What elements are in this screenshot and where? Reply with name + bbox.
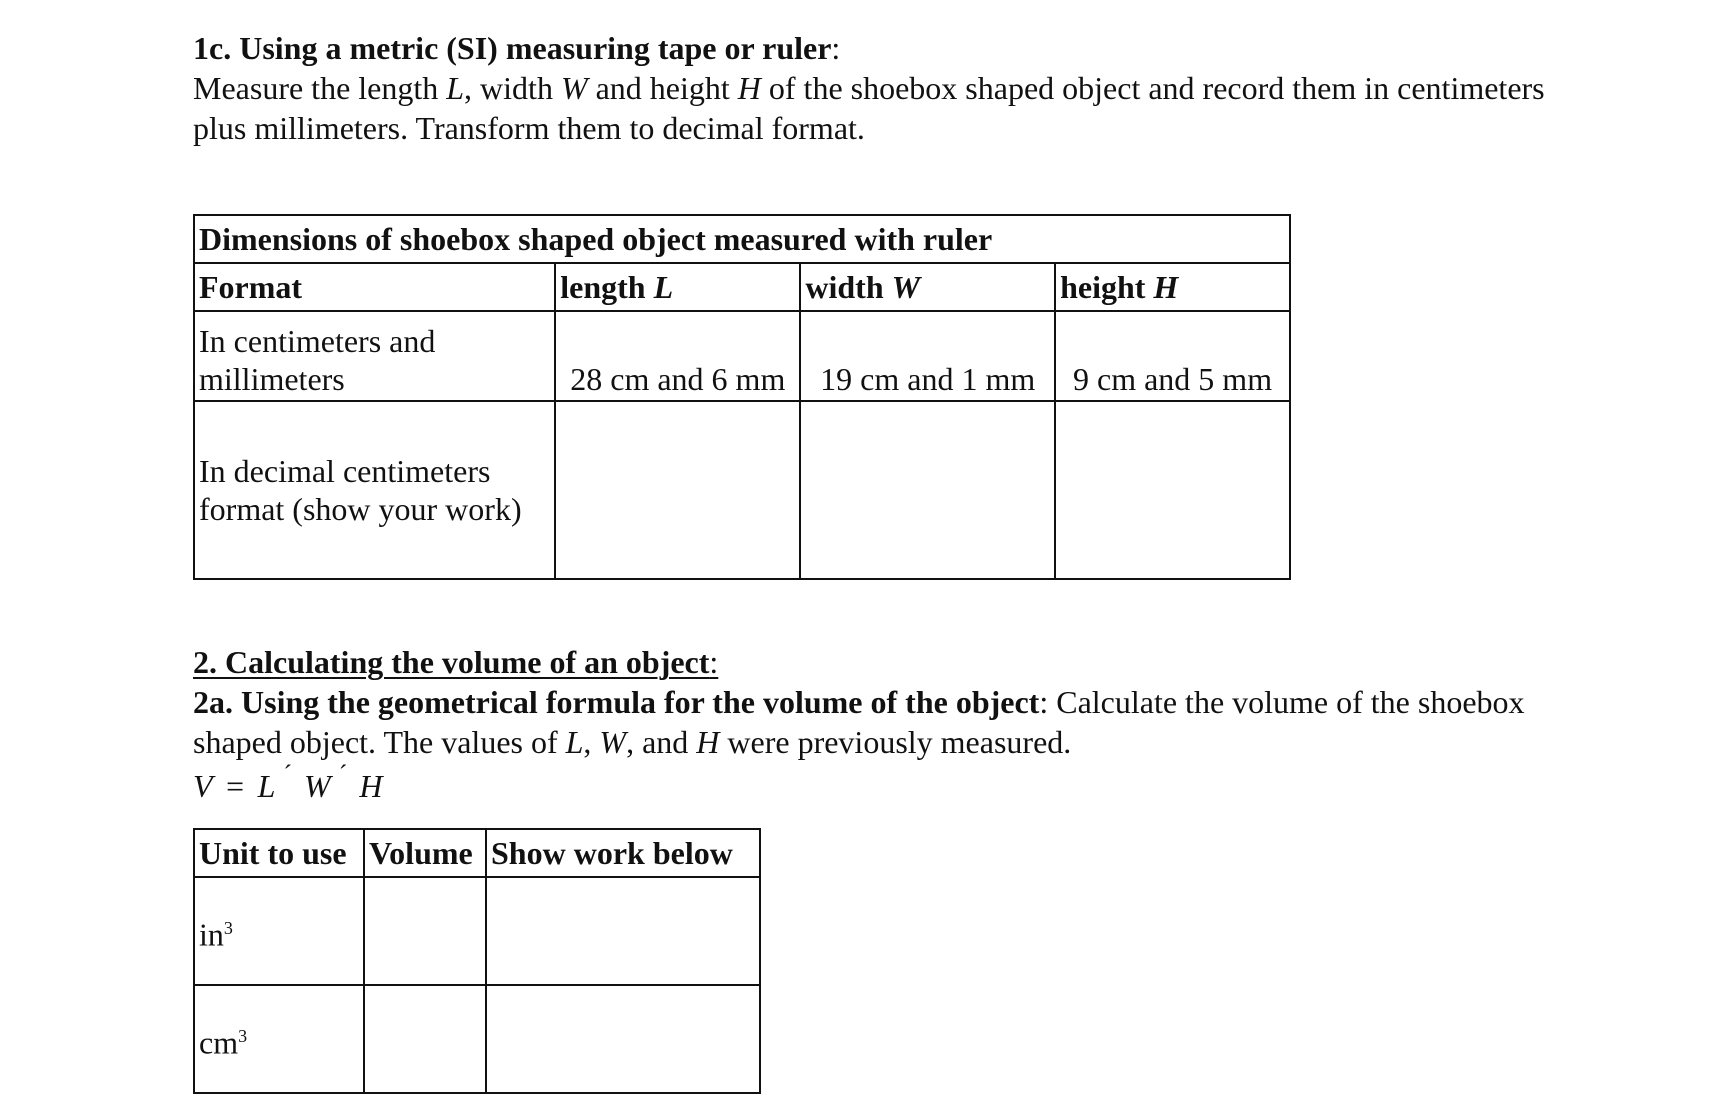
row-cm-mm-label: In centimeters and millimeters bbox=[194, 311, 555, 401]
unit-cm-label: cm bbox=[199, 1024, 239, 1061]
unit-exponent: 3 bbox=[238, 1025, 248, 1046]
section-2-title: 2. Calculating the volume of an object bbox=[193, 644, 710, 680]
section-1c-instructions bbox=[193, 68, 1593, 148]
volume-cm-cell[interactable] bbox=[364, 985, 486, 1093]
volume-formula bbox=[193, 760, 1593, 809]
header-width-word: width bbox=[805, 269, 892, 305]
dimensions-table bbox=[193, 214, 1291, 580]
formula-separator: ´ bbox=[338, 760, 350, 789]
section-2-colon: : bbox=[709, 644, 719, 680]
width-decimal-cell[interactable] bbox=[800, 401, 1055, 579]
formula-lhs: V = L bbox=[193, 768, 278, 804]
instruction-text: of the shoebox shaped object and record them in centimeters plus millimeters. Transform them to decimal format. bbox=[193, 70, 1545, 146]
section-2a-instruction: were previously measured. bbox=[719, 724, 1072, 760]
var-l: L bbox=[446, 70, 465, 106]
header-volume: Volume bbox=[364, 829, 486, 877]
section-1c-heading bbox=[193, 28, 1593, 68]
header-width-var: W bbox=[891, 269, 921, 305]
section-1c-number: 1c. bbox=[193, 30, 232, 66]
instruction-text: Measure the length bbox=[193, 70, 447, 106]
volume-row-cm bbox=[194, 985, 760, 1093]
row-decimal bbox=[194, 401, 1290, 579]
section-1c-colon: : bbox=[831, 30, 841, 66]
volume-header-row bbox=[194, 829, 760, 877]
header-width bbox=[800, 263, 1055, 311]
unit-exponent: 3 bbox=[223, 917, 233, 938]
formula-w: W bbox=[304, 768, 333, 804]
worksheet-page bbox=[193, 28, 1593, 1061]
unit-in-label: in bbox=[199, 916, 224, 953]
unit-in-cell bbox=[194, 877, 364, 985]
row-decimal-label: In decimal centimeters format (show your work) bbox=[194, 401, 555, 579]
length-decimal-cell[interactable] bbox=[555, 401, 800, 579]
volume-table bbox=[193, 828, 761, 1094]
header-length-var: L bbox=[653, 269, 674, 305]
var-w: W bbox=[560, 70, 588, 106]
formula-h: H bbox=[359, 768, 385, 804]
height-cm-mm-cell: 9 cm and 5 mm bbox=[1055, 311, 1290, 401]
height-decimal-cell[interactable] bbox=[1055, 401, 1290, 579]
work-cm-cell[interactable] bbox=[486, 985, 760, 1093]
section-1c-title: Using a metric (SI) measuring tape or ruler bbox=[239, 30, 832, 66]
work-in-cell[interactable] bbox=[486, 877, 760, 985]
dimensions-header-row bbox=[194, 263, 1290, 311]
var-l: L bbox=[565, 724, 584, 760]
var-h: H bbox=[737, 70, 761, 106]
section-1c bbox=[193, 28, 1593, 148]
section-2a-text bbox=[193, 682, 1593, 762]
section-2-heading bbox=[193, 642, 1593, 682]
separator-text: , bbox=[583, 724, 600, 760]
instruction-text: and height bbox=[587, 70, 738, 106]
row-cm-mm bbox=[194, 311, 1290, 401]
separator-text: , and bbox=[626, 724, 697, 760]
header-length bbox=[555, 263, 800, 311]
instruction-text: , width bbox=[464, 70, 561, 106]
dimensions-table-title: Dimensions of shoebox shaped object measured with ruler bbox=[194, 215, 1290, 263]
header-height-var: H bbox=[1153, 269, 1179, 305]
section-2a-title: 2a. Using the geometrical formula for the volume of the object bbox=[193, 684, 1040, 720]
header-format: Format bbox=[194, 263, 555, 311]
section-2 bbox=[193, 642, 1593, 809]
width-cm-mm-cell: 19 cm and 1 mm bbox=[800, 311, 1055, 401]
header-work: Show work below bbox=[486, 829, 760, 877]
header-unit: Unit to use bbox=[194, 829, 364, 877]
header-height bbox=[1055, 263, 1290, 311]
section-2a-instruction: : Calculate the volume of the shoebox shaped object. The values of bbox=[193, 684, 1525, 760]
header-height-word: height bbox=[1060, 269, 1154, 305]
unit-cm-cell bbox=[194, 985, 364, 1093]
var-w: W bbox=[599, 724, 627, 760]
volume-row-in bbox=[194, 877, 760, 985]
var-h: H bbox=[696, 724, 720, 760]
length-cm-mm-cell: 28 cm and 6 mm bbox=[555, 311, 800, 401]
dimensions-title-row bbox=[194, 215, 1290, 263]
volume-in-cell[interactable] bbox=[364, 877, 486, 985]
header-length-word: length bbox=[560, 269, 654, 305]
formula-separator: ´ bbox=[283, 760, 295, 789]
